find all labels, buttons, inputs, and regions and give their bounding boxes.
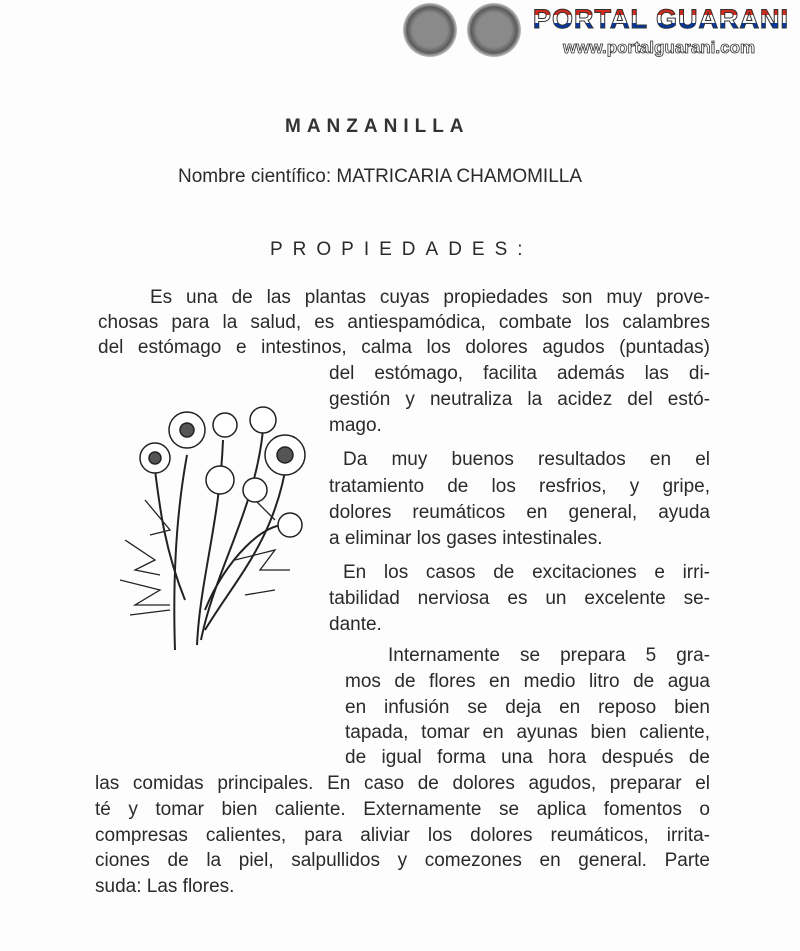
text-line: Internamente se prepara 5 gra- bbox=[388, 645, 710, 666]
text-line: tratamiento de los resfrios, y gripe, bbox=[329, 476, 710, 497]
text-line: a eliminar los gases intestinales. bbox=[329, 528, 603, 549]
text-line: Da muy buenos resultados en el bbox=[343, 449, 710, 470]
text-line: en infusión se deja en reposo bien bbox=[345, 697, 710, 718]
section-heading: PROPIEDADES: bbox=[270, 239, 533, 260]
text-line: mago. bbox=[329, 415, 382, 436]
page-title: MANZANILLA bbox=[285, 116, 470, 137]
chamomile-illustration bbox=[105, 400, 320, 655]
text-line: del estómago, facilita además las di- bbox=[329, 363, 710, 384]
text-line: tapada, tomar en ayunas bien caliente, bbox=[345, 722, 710, 743]
scientific-name: Nombre científico: MATRICARIA CHAMOMILLA bbox=[178, 166, 583, 187]
text-line: gestión y neutraliza la acidez del estó- bbox=[329, 389, 710, 410]
text-line: mos de flores en medio litro de agua bbox=[345, 671, 710, 692]
seal-icon bbox=[467, 3, 521, 57]
text-line: ciones de la piel, salpullidos y comezones en general. Parte bbox=[95, 850, 710, 871]
text-line: tabilidad nerviosa es un excelente se- bbox=[329, 588, 710, 609]
text-line: Es una de las plantas cuyas propiedades son muy prove- bbox=[150, 287, 710, 308]
text-line: compresas calientes, para aliviar los dolores reumáticos, irrita- bbox=[95, 825, 710, 846]
text-line: dante. bbox=[329, 614, 382, 635]
text-line: de igual forma una hora después de bbox=[345, 747, 710, 768]
text-line: suda: Las flores. bbox=[95, 876, 235, 897]
text-line: En los casos de excitaciones e irri- bbox=[343, 562, 710, 583]
text-line: té y tomar bien caliente. Externamente se aplica fomentos o bbox=[95, 799, 710, 820]
text-line: las comidas principales. En caso de dolores agudos, preparar el bbox=[95, 773, 710, 794]
text-line: dolores reumáticos en general, ayuda bbox=[329, 502, 710, 523]
text-line: del estómago e intestinos, calma los dolores agudos (puntadas) bbox=[98, 337, 710, 358]
brand-url: www.portalguarani.com bbox=[563, 38, 756, 57]
text-line: chosas para la salud, es antiespamódica, combate los calambres bbox=[98, 312, 710, 333]
seal-icon bbox=[403, 3, 457, 57]
portal-guarani-logo bbox=[403, 2, 800, 58]
brand-name: PORTAL GUARANI bbox=[533, 4, 789, 34]
